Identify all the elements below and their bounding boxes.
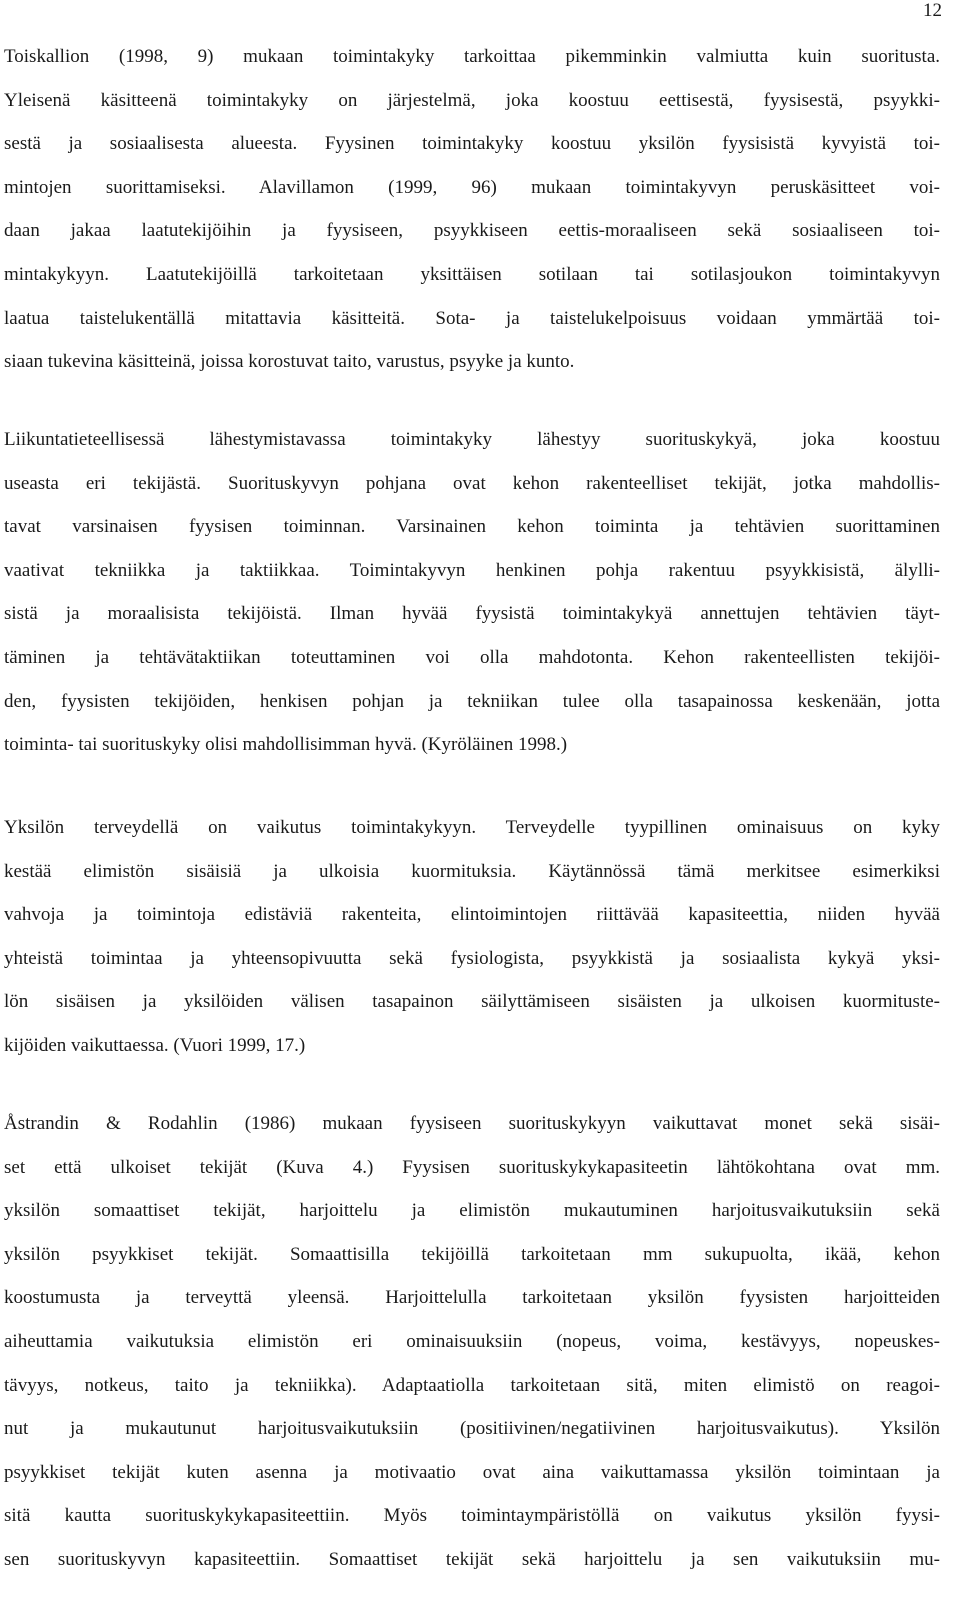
text-line: mintojen suorittamiseksi. Alavillamon (1999, 96) mukaan toimintakyvyn peruskäsitteet voi-	[4, 176, 940, 198]
text-line: tävyys, notkeus, taito ja tekniikka). Adaptaatiolla tarkoitetaan sitä, miten elimistö on reagoi-	[4, 1374, 940, 1396]
text-line: sistä ja moraalisista tekijöistä. Ilman hyvää fyysistä toimintakykyä annettujen tehtävien täyt-	[4, 603, 940, 625]
text-line: yksilön somaattiset tekijät, harjoittelu ja elimistön mukautuminen harjoitusvaikutuksiin sekä	[4, 1200, 940, 1222]
text-line: vahvoja ja toimintoja edistäviä rakenteita, elintoimintojen riittävää kapasiteettia, niiden hyvää	[4, 904, 940, 926]
text-line: lön sisäisen ja yksilöiden välisen tasapainon säilyttämiseen sisäisten ja ulkoisen kuormituste-	[4, 991, 940, 1013]
text-line: vaativat tekniikka ja taktiikkaa. Toimintakyvyn henkinen pohja rakentuu psyykkisistä, älylli-	[4, 559, 940, 581]
text-line: set että ulkoiset tekijät (Kuva 4.) Fyysisen suorituskykykapasiteetin lähtökohtana ovat mm.	[4, 1156, 940, 1178]
text-line: Yksilön terveydellä on vaikutus toimintakykyyn. Terveydelle tyypillinen ominaisuus on kyky	[4, 817, 940, 838]
text-line: den, fyysisten tekijöiden, henkisen pohjan ja tekniikan tulee olla tasapainossa keskenään, jotta	[4, 690, 940, 712]
text-line: toiminta- tai suorituskyky olisi mahdollisimman hyvä. (Kyröläinen 1998.)	[4, 734, 568, 756]
text-line: psyykkiset tekijät kuten asenna ja motivaatio ovat aina vaikuttamassa yksilön toimintaan ja	[4, 1461, 940, 1483]
text-line: useasta eri tekijästä. Suorituskyvyn pohjana ovat kehon rakenteelliset tekijät, jotka mahdollis-	[4, 472, 940, 494]
text-line: siaan tukevina käsitteinä, joissa korostuvat taito, varustus, psyyke ja kunto.	[4, 351, 575, 373]
paragraph-1	[4, 35, 940, 384]
text-line: yksilön psyykkiset tekijät. Somaattisilla tekijöillä tarkoitetaan mm sukupuolta, ikää, kehon	[4, 1243, 940, 1265]
text-line: täminen ja tehtävätaktiikan toteuttaminen voi olla mahdotonta. Kehon rakenteellisten tekijöi-	[4, 646, 940, 668]
text-line: aiheuttamia vaikutuksia elimistön eri ominaisuuksiin (nopeus, voima, kestävyys, nopeuskes-	[4, 1330, 940, 1352]
text-line: kijöiden vaikuttaessa. (Vuori 1999, 17.)	[4, 1034, 306, 1056]
text-line: mintakykyyn. Laatutekijöillä tarkoitetaan yksittäisen sotilaan tai sotilasjoukon toimintakyvyn	[4, 263, 940, 285]
text-line: Yleisenä käsitteenä toimintakyky on järjestelmä, joka koostuu eettisestä, fyysisestä, psyykki-	[4, 89, 940, 111]
text-line: laatua taistelukentällä mitattavia käsitteitä. Sota- ja taistelukelpoisuus voidaan ymmärtää toi-	[4, 307, 940, 329]
text-line: Toiskallion (1998, 9) mukaan toimintakyky tarkoittaa pikemminkin valmiutta kuin suoritusta.	[4, 46, 940, 67]
text-line: koostumusta ja terveyttä yleensä. Harjoittelulla tarkoitetaan yksilön fyysisten harjoitteiden	[4, 1287, 940, 1309]
text-line: tavat varsinaisen fyysisen toiminnan. Varsinainen kehon toiminta ja tehtävien suorittaminen	[4, 516, 940, 538]
text-line: daan jakaa laatutekijöihin ja fyysiseen, psyykkiseen eettis-moraaliseen sekä sosiaaliseen toi-	[4, 220, 940, 242]
paragraph-3	[4, 806, 940, 1068]
text-line: Åstrandin & Rodahlin (1986) mukaan fyysiseen suorituskykyyn vaikuttavat monet sekä sisäi-	[4, 1113, 940, 1134]
text-line: sen suorituskyvyn kapasiteettiin. Somaattiset tekijät sekä harjoittelu ja sen vaikutuksiin mu-	[4, 1548, 940, 1570]
text-line: kestää elimistön sisäisiä ja ulkoisia kuormituksia. Käytännössä tämä merkitsee esimerkiksi	[4, 860, 940, 882]
text-line: nut ja mukautunut harjoitusvaikutuksiin (positiivinen/negatiivinen harjoitusvaikutus). Yksilön	[4, 1418, 940, 1440]
text-line: Liikuntatieteellisessä lähestymistavassa toimintakyky lähestyy suorituskykyä, joka koostuu	[4, 429, 940, 450]
text-line: sitä kautta suorituskykykapasiteettiin. Myös toimintaympäristöllä on vaikutus yksilön fyysi-	[4, 1505, 940, 1527]
paragraph-4	[4, 1102, 940, 1582]
page-number: 12	[923, 0, 942, 21]
text-line: yhteistä toimintaa ja yhteensopivuutta sekä fysiologista, psyykkistä ja sosiaalista kykyä yksi-	[4, 947, 940, 969]
paragraph-2	[4, 418, 940, 767]
text-line: sestä ja sosiaalisesta alueesta. Fyysinen toimintakyky koostuu yksilön fyysisistä kyvyistä toi-	[4, 133, 940, 155]
